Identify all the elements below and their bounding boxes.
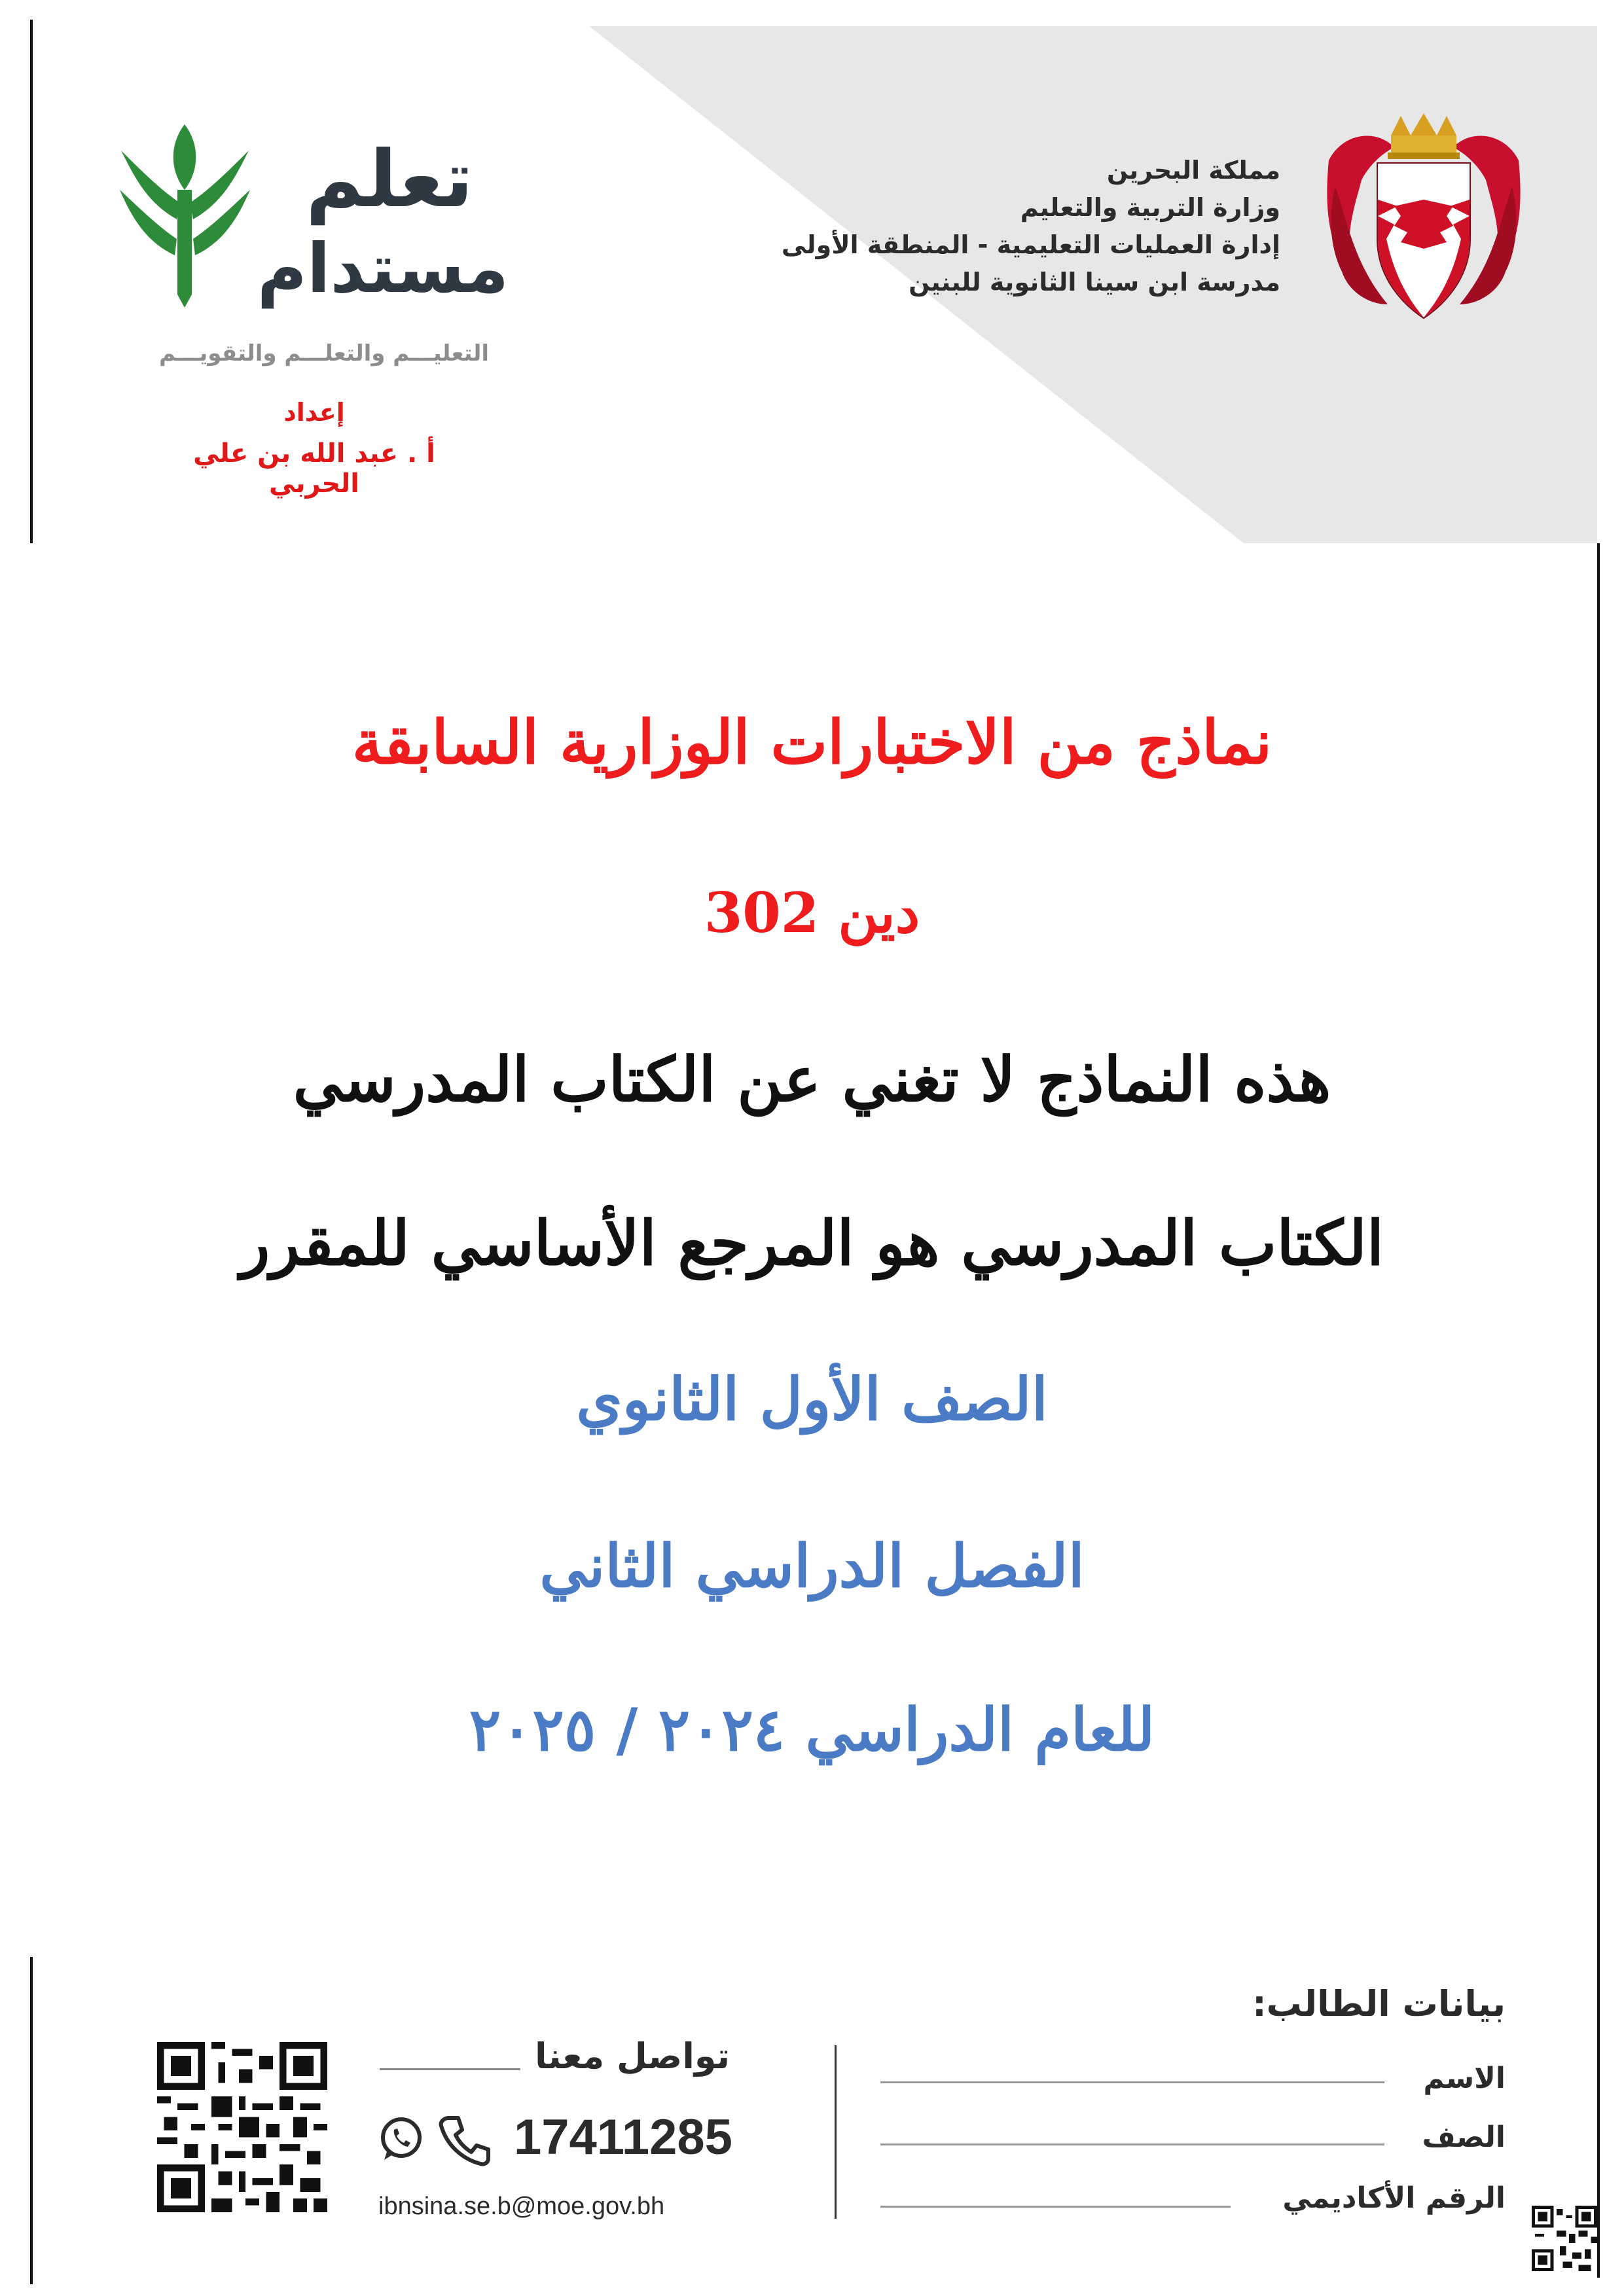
logo-word-bottom: مستدام: [257, 228, 509, 308]
grade-title: الصف الأول الثانوي: [576, 1365, 1048, 1434]
student-data-title: بيانات الطالب:: [1252, 1983, 1506, 2024]
prepared-label: إعداد: [283, 398, 345, 427]
academic-number-line[interactable]: [880, 2206, 1231, 2208]
prepared-by: أ . عبد الله بن علي الحربي: [193, 439, 435, 499]
phone-number[interactable]: 17411285: [514, 2109, 732, 2165]
subject-title: دين 302: [704, 880, 920, 945]
small-qr-code-icon[interactable]: [1532, 2206, 1597, 2271]
logo-tagline: التعليـــم والتعلـــم والتقويـــم: [159, 340, 489, 367]
ministry-line-3: إدارة العمليات التعليمية - المنطقة الأولى: [781, 230, 1280, 259]
class-field-line[interactable]: [880, 2144, 1384, 2145]
qr-code-icon[interactable]: [157, 2042, 327, 2212]
ministry-line-1: مملكة البحرين: [1106, 156, 1280, 185]
class-field-label: الصف: [1422, 2121, 1506, 2154]
academic-number-label: الرقم الأكاديمي: [1282, 2181, 1506, 2215]
whatsapp-icon[interactable]: [376, 2114, 426, 2164]
logo-word-top: تعلم: [306, 134, 473, 225]
ministry-line-4: مدرسة ابن سينا الثانوية للبنين: [909, 268, 1280, 296]
left-margin-rule-top: [30, 20, 33, 543]
phone-icon[interactable]: [437, 2113, 492, 2168]
contact-underline: [380, 2068, 520, 2070]
contact-title: تواصل معنا: [534, 2036, 730, 2077]
left-margin-rule-bottom: [30, 1957, 33, 2284]
notice-line-1: هذه النماذج لا تغني عن الكتاب المدرسي: [293, 1044, 1331, 1116]
footer-divider: [835, 2045, 837, 2219]
exam-title: نماذج من الاختبارات الوزارية السابقة: [352, 707, 1272, 778]
semester-title: الفصل الدراسي الثاني: [539, 1532, 1085, 1601]
name-field-label: الاسم: [1423, 2062, 1506, 2095]
name-field-line[interactable]: [880, 2081, 1384, 2083]
ministry-block: [691, 152, 1280, 301]
notice-line-2: الكتاب المدرسي هو المرجع الأساسي للمقرر: [240, 1208, 1384, 1280]
year-title: للعام الدراسي ٢٠٢٤ / ٢٠٢٥: [469, 1695, 1155, 1765]
crest-icon: [1316, 108, 1532, 334]
ministry-line-2: وزارة التربية والتعليم: [1020, 193, 1280, 222]
email-address[interactable]: ibnsina.se.b@moe.gov.bh: [378, 2193, 665, 2220]
